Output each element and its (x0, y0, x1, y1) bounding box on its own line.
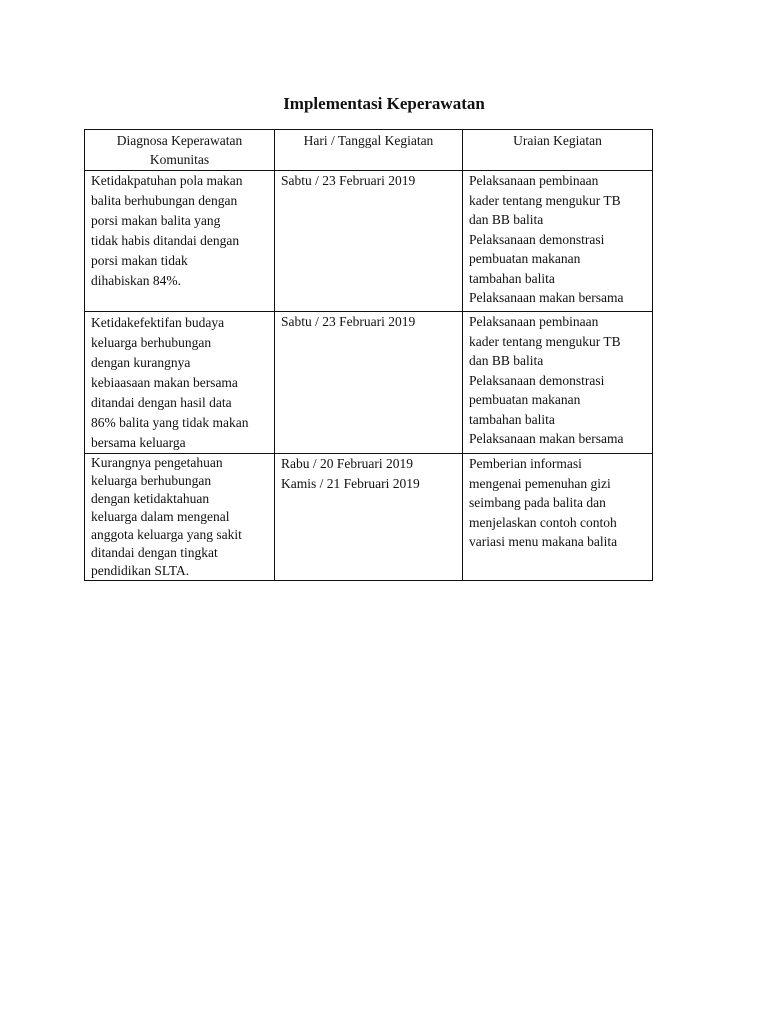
header-date: Hari / Tanggal Kegiatan (275, 130, 463, 171)
activity-cell: Pelaksanaan pembinaan kader tentang mengukur TB dan BB balita Pelaksanaan demonstrasi pembuatan makanan tambahan balita Pelaksanaan makan bersama (463, 312, 653, 454)
activity-cell: Pemberian informasi mengenai pemenuhan gizi seimbang pada balita dan menjelaskan contoh contoh variasi menu makana balita (463, 454, 653, 581)
table-row (85, 312, 653, 454)
table-row (85, 171, 653, 312)
date-cell: Sabtu / 23 Februari 2019 (275, 171, 463, 312)
header-activity: Uraian Kegiatan (463, 130, 653, 171)
diagnosis-cell: Ketidakpatuhan pola makan balita berhubungan dengan porsi makan balita yang tidak habis ditandai dengan porsi makan tidak dihabiskan 84%. (85, 171, 275, 312)
document-title: Implementasi Keperawatan (283, 94, 485, 113)
implementation-table (84, 129, 653, 581)
diagnosis-cell: Kurangnya pengetahuan keluarga berhubungan dengan ketidaktahuan keluarga dalam mengenal anggota keluarga yang sakit ditandai dengan tingkat pendidikan SLTA. (85, 454, 275, 581)
header-diagnosis: Diagnosa Keperawatan Komunitas (85, 130, 275, 171)
date-cell: Sabtu / 23 Februari 2019 (275, 312, 463, 454)
date-cell: Rabu / 20 Februari 2019 Kamis / 21 Februari 2019 (275, 454, 463, 581)
activity-cell: Pelaksanaan pembinaan kader tentang mengukur TB dan BB balita Pelaksanaan demonstrasi pembuatan makanan tambahan balita Pelaksanaan makan bersama (463, 171, 653, 312)
table-row (85, 454, 653, 581)
diagnosis-cell: Ketidakefektifan budaya keluarga berhubungan dengan kurangnya kebiaasaan makan bersama ditandai dengan hasil data 86% balita yang tidak makan bersama keluarga (85, 312, 275, 454)
table-header-row (85, 130, 653, 171)
